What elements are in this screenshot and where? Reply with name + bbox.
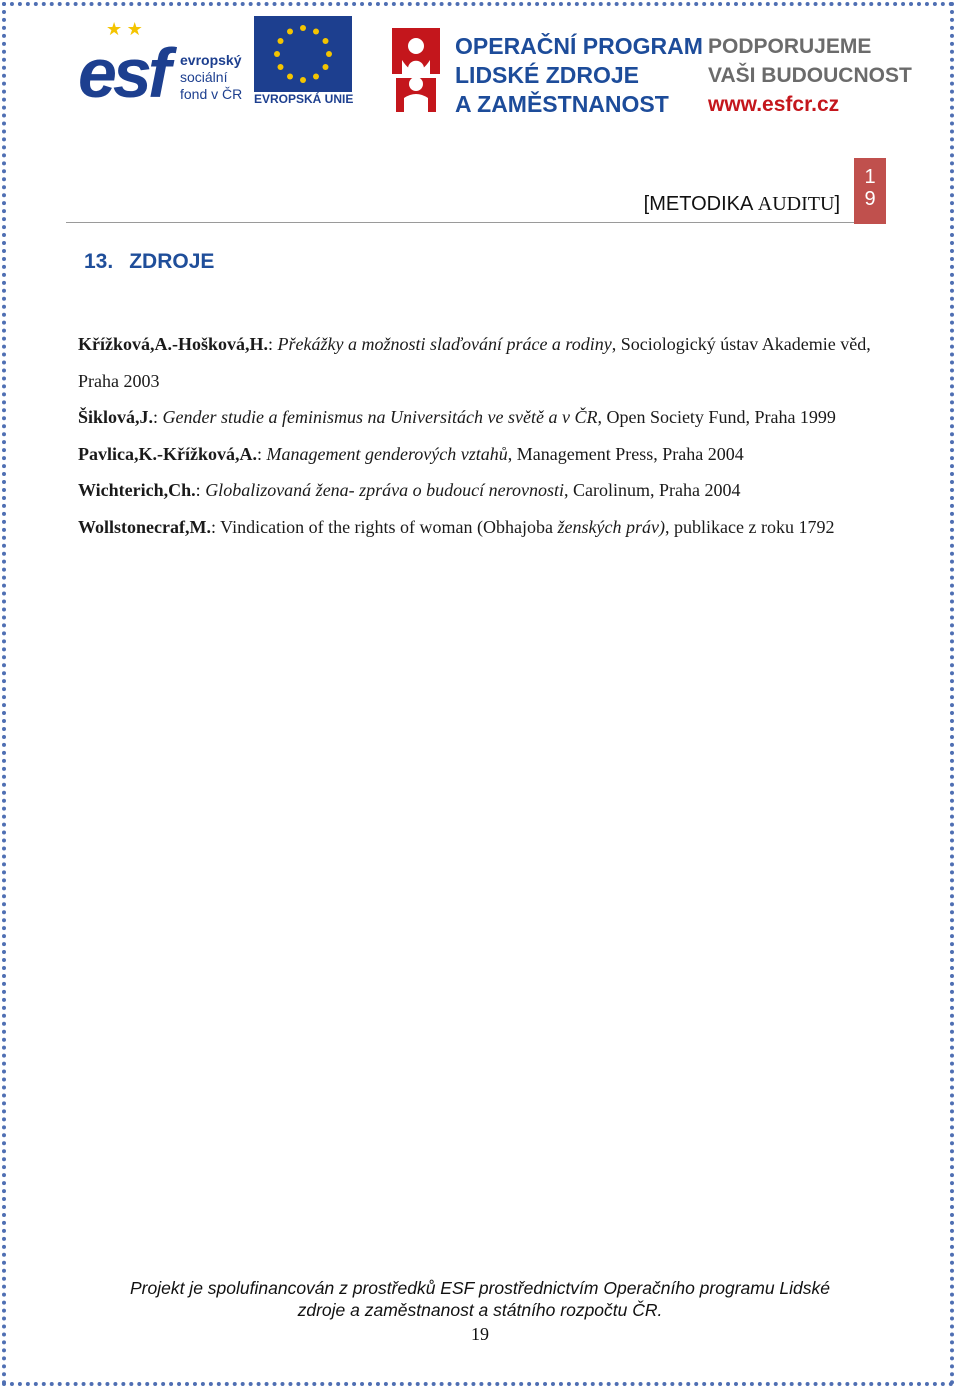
reference-author: Wollstonecraf,M.	[78, 516, 211, 537]
oplz-puzzle-logo-icon	[388, 24, 444, 116]
program-line-2: LIDSKÉ ZDROJE	[455, 62, 640, 88]
eu-flag-icon	[254, 16, 352, 92]
footer-line-2: zdroje a zaměstnanost a státního rozpočtu ČR.	[297, 1300, 663, 1320]
esf-logo	[78, 16, 248, 112]
reference-publisher: , publikace z roku 1792	[664, 516, 835, 537]
slogan-line-2: VAŠI BUDOUCNOST	[708, 64, 912, 87]
page-badge-digit-2: 9	[864, 188, 876, 210]
header-logos	[0, 10, 960, 117]
program-line-3: A ZAMĚSTNANOST	[455, 91, 669, 117]
footer-line-1: Projekt je spolufinancován z prostředků ESF prostřednictvím Operačního programu Lidské	[129, 1278, 831, 1298]
page-badge	[854, 158, 886, 224]
eu-caption: EVROPSKÁ UNIE	[254, 92, 354, 106]
footer	[0, 1277, 960, 1321]
running-title	[644, 193, 840, 216]
running-title-bracket-open: [	[643, 193, 650, 215]
reference-author: Pavlica,K.-Křížková,A.	[78, 443, 257, 464]
reference-title: ženských práv)	[557, 516, 665, 537]
reference-separator: :	[195, 480, 206, 500]
slogan	[708, 32, 912, 119]
program-title	[455, 32, 703, 119]
reference-author: Šiklová,J.	[78, 407, 154, 427]
star-icon: ★ ★	[106, 19, 143, 39]
running-title-bracket-close: ]	[834, 193, 840, 215]
reference-title: Gender studie a feminismus na Universitách ve světě a v ČR	[162, 407, 598, 427]
esf-logo-text	[180, 52, 242, 103]
esf-line-2: sociální	[180, 69, 228, 85]
section-number: 13.	[84, 250, 114, 273]
running-title-main: METODIKA	[649, 193, 758, 215]
running-title-audit: AUDITU	[757, 193, 835, 215]
reference-publisher: , Carolinum, Praha 2004	[563, 480, 741, 500]
section-heading	[84, 250, 214, 274]
esf-logo-letters: esf	[78, 34, 168, 112]
reference-item	[78, 472, 878, 509]
reference-item	[78, 436, 878, 473]
reference-separator: :	[268, 334, 278, 354]
reference-item	[78, 399, 878, 436]
reference-list	[78, 326, 878, 545]
reference-publisher: , Open Society Fund, Praha 1999	[597, 407, 836, 427]
esf-line-3: fond v ČR	[180, 86, 243, 102]
reference-publisher: , Management Press, Praha 2004	[507, 443, 744, 464]
section-title: ZDROJE	[129, 250, 215, 273]
running-header	[66, 190, 854, 223]
reference-title: Překážky a možnosti slaďování práce a rodiny	[277, 334, 612, 354]
reference-author: Wichterich,Ch.	[78, 480, 196, 500]
reference-title: Globalizovaná žena- zpráva o budoucí nerovnosti	[205, 480, 564, 500]
reference-publisher: , Sociologický ústav Akademie věd, Praha 2003	[78, 334, 871, 391]
page-number: 19	[471, 1324, 489, 1344]
reference-item	[78, 326, 878, 399]
reference-item	[78, 509, 878, 546]
reference-separator: :	[153, 407, 163, 427]
page-badge-digit-1: 1	[864, 166, 876, 188]
esf-line-1: evropský	[180, 52, 242, 68]
reference-title: Management genderových vztahů	[266, 443, 508, 464]
reference-separator: :	[256, 443, 267, 464]
reference-title-plain: Vindication of the rights of woman (Obhajoba	[220, 516, 558, 537]
program-line-1: OPERAČNÍ PROGRAM	[455, 33, 703, 59]
reference-author: Křížková,A.-Hošková,H.	[78, 334, 269, 354]
slogan-url[interactable]: www.esfcr.cz	[708, 93, 840, 116]
reference-separator: :	[210, 516, 221, 537]
slogan-line-1: PODPORUJEME	[708, 35, 872, 58]
